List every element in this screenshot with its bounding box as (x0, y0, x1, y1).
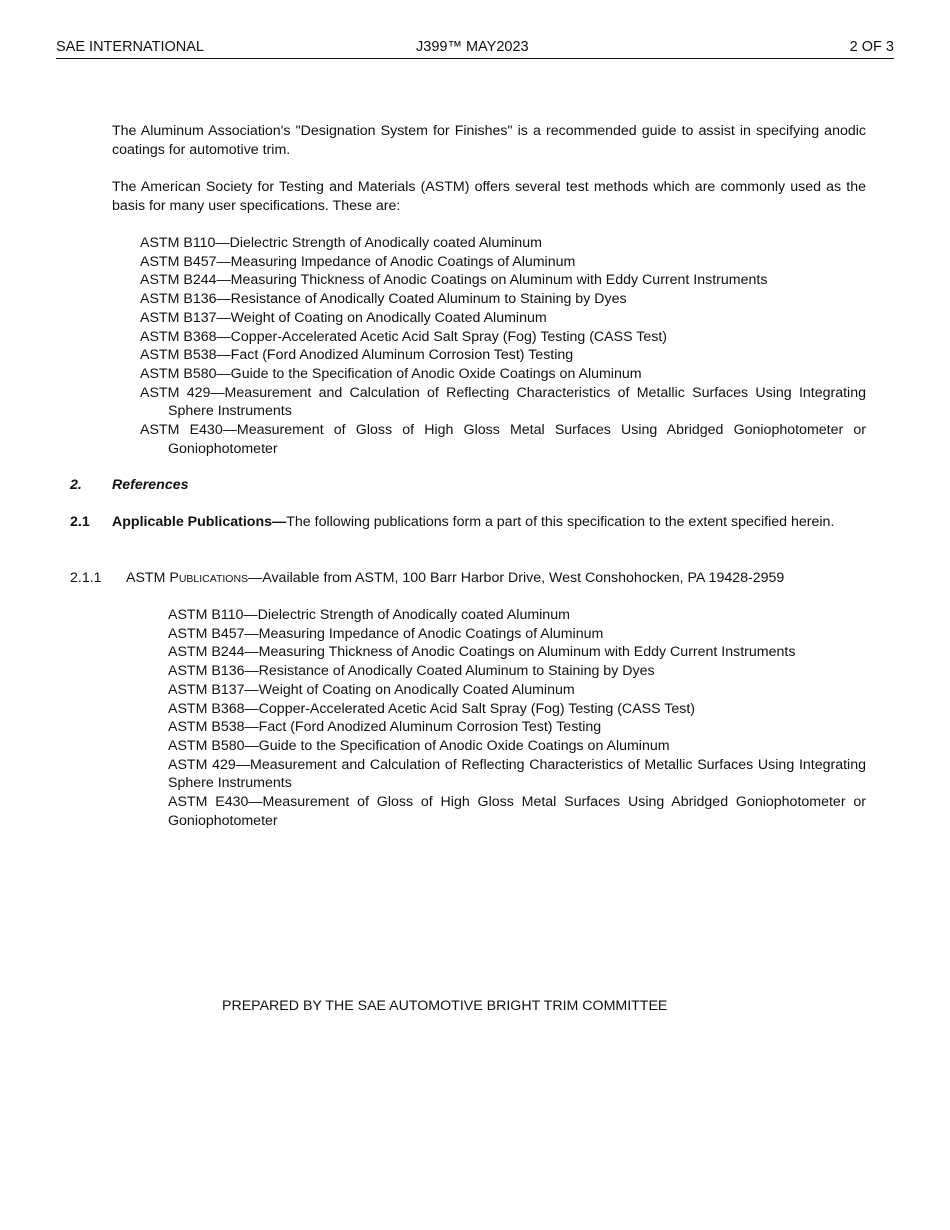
list-item: ASTM B244—Measuring Thickness of Anodic Coatings on Aluminum with Eddy Current Instruments (168, 644, 796, 661)
list-item: ASTM E430—Measurement of Gloss of High Gloss Metal Surfaces Using Abridged Goniophotometer or Goniophotometer (168, 794, 866, 829)
section-2-title: References (112, 477, 189, 493)
section-2-1-paragraph (112, 513, 866, 532)
section-2-1-1-paragraph (126, 569, 866, 589)
list-item: ASTM B580—Guide to the Specification of Anodic Oxide Coatings on Aluminum (140, 365, 642, 382)
list-item: ASTM B137—Weight of Coating on Anodically Coated Aluminum (168, 681, 575, 698)
header-doc-id: J399™ MAY2023 (416, 39, 529, 55)
list-item: ASTM B538—Fact (Ford Anodized Aluminum Corrosion Test) Testing (140, 347, 574, 364)
list-item: ASTM B368—Copper-Accelerated Acetic Acid Salt Spray (Fog) Testing (CASS Test) (140, 328, 667, 345)
list-item: ASTM B110—Dielectric Strength of Anodically coated Aluminum (140, 235, 542, 251)
section-2-1-1-number: 2.1.1 (70, 570, 102, 586)
intro-paragraph-1: The Aluminum Association's "Designation System for Finishes" is a recommended guide to assist in specifying anodic coatings for automotive trim. (112, 123, 866, 158)
section-2-1-1-title-first: ASTM P (126, 570, 179, 586)
list-item: ASTM B457—Measuring Impedance of Anodic Coatings of Aluminum (168, 625, 604, 642)
list-item: ASTM B368—Copper-Accelerated Acetic Acid Salt Spray (Fog) Testing (CASS Test) (168, 700, 695, 717)
committee-footer: PREPARED BY THE SAE AUTOMOTIVE BRIGHT TRIM COMMITTEE (222, 998, 668, 1014)
intro-paragraph-2: The American Society for Testing and Materials (ASTM) offers several test methods which are commonly used as the basis for many user specifications. These are: (112, 179, 866, 214)
list-item: ASTM B457—Measuring Impedance of Anodic Coatings of Aluminum (140, 253, 576, 270)
list-item: ASTM B136—Resistance of Anodically Coated Aluminum to Staining by Dyes (168, 663, 655, 680)
list-item: ASTM B538—Fact (Ford Anodized Aluminum Corrosion Test) Testing (168, 719, 602, 736)
section-2-1-number: 2.1 (70, 514, 90, 530)
section-2-1-1-title-rest: UBLICATIONS (178, 573, 249, 585)
section-2-number: 2. (70, 477, 82, 493)
section-2-1-heading: Applicable Publications— (112, 514, 287, 530)
page-header (56, 38, 894, 59)
list-item: ASTM 429—Measurement and Calculation of Reflecting Characteristics of Metallic Surfaces Using Integrating Sphere Instruments (140, 384, 866, 420)
list-item: ASTM B580—Guide to the Specification of Anodic Oxide Coatings on Aluminum (168, 737, 670, 754)
list-item: ASTM B137—Weight of Coating on Anodically Coated Aluminum (140, 309, 547, 326)
header-org: SAE INTERNATIONAL (56, 39, 204, 55)
list-item: ASTM 429—Measurement and Calculation of Reflecting Characteristics of Metallic Surfaces Using Integrating Sphere Instruments (168, 756, 866, 792)
header-page-number: 2 OF 3 (849, 39, 894, 55)
section-2-1-text: The following publications form a part of this specification to the extent specified herein. (286, 514, 835, 530)
publications-list (168, 606, 866, 830)
list-item: ASTM E430—Measurement of Gloss of High Gloss Metal Surfaces Using Abridged Goniophotometer or Goniophotometer (140, 422, 866, 457)
test-methods-list (140, 234, 866, 458)
list-item: ASTM B136—Resistance of Anodically Coated Aluminum to Staining by Dyes (140, 291, 627, 308)
list-item: ASTM B244—Measuring Thickness of Anodic Coatings on Aluminum with Eddy Current Instruments (140, 272, 768, 289)
list-item: ASTM B110—Dielectric Strength of Anodically coated Aluminum (168, 607, 570, 623)
section-2-1-1-text: —Available from ASTM, 100 Barr Harbor Drive, West Conshohocken, PA 19428-2959 (248, 570, 785, 586)
